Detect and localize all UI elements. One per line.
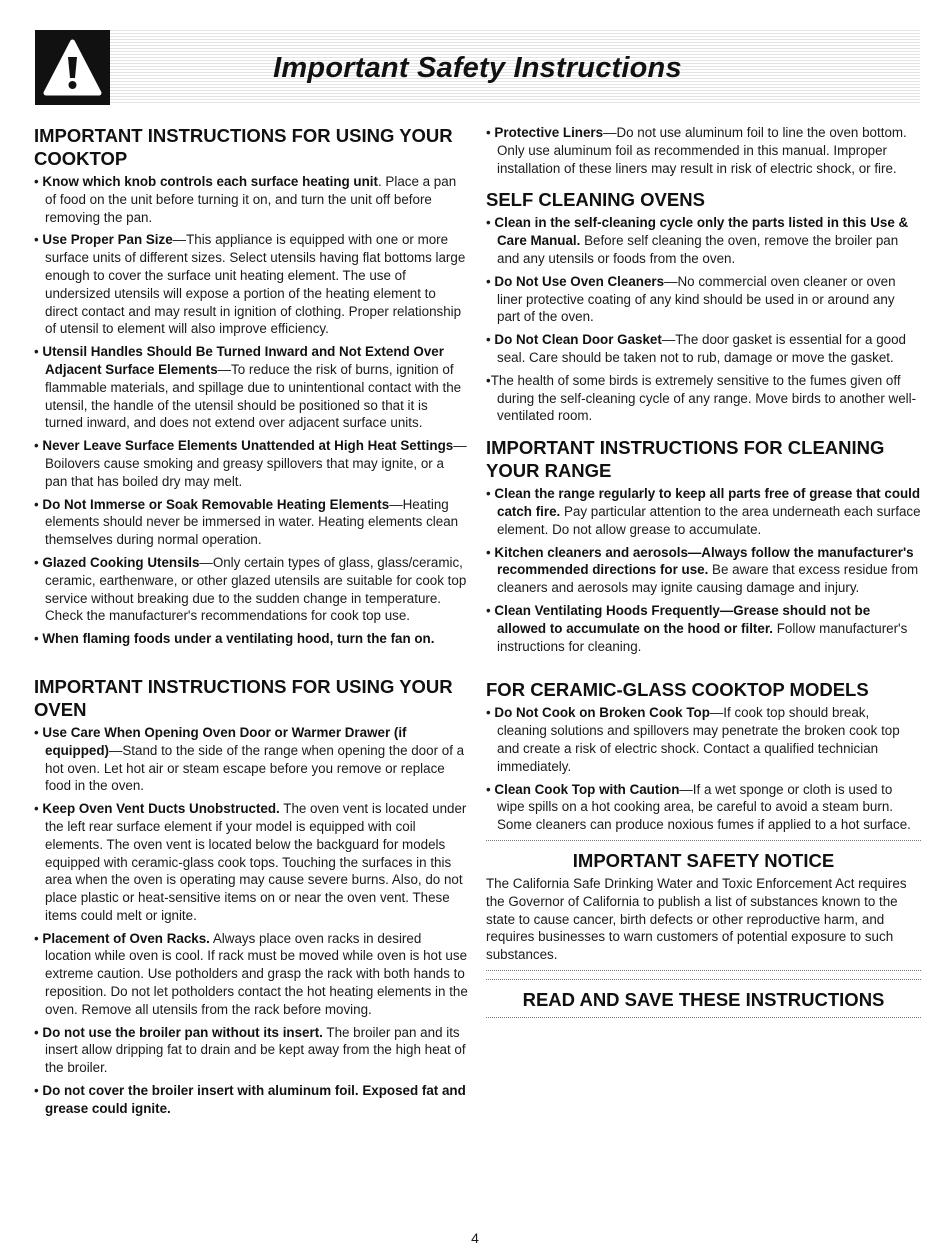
list-item: • Clean the range regularly to keep all parts free of grease that could catch fire. Pay particular attention to the area underneath each surface element. Do not allow grease to accumulate. <box>486 486 921 537</box>
list-item: • Use Care When Opening Oven Door or Warmer Drawer (if equipped)—Stand to the side of the range when opening the door of a hot oven. Let hot air or steam escape before you remove or replace food in the oven. <box>34 724 465 794</box>
cleaning-heading: IMPORTANT INSTRUCTIONS FOR CLEANING YOUR RANGE <box>486 437 885 482</box>
page-title: Important Safety Instructions <box>273 52 682 84</box>
divider <box>486 970 921 971</box>
list-item: • Clean Ventilating Hoods Frequently—Grease should not be allowed to accumulate on the hood or filter. Follow manufacturer's instructions for cleaning. <box>486 602 908 654</box>
cleaning-list <box>486 485 921 655</box>
divider <box>486 979 921 980</box>
page-header <box>35 30 920 105</box>
list-item: • Do not use the broiler pan without its insert. The broiler pan and its insert allow dripping fat to drain and be kept away from the high heat of the broiler. <box>34 1024 466 1076</box>
divider <box>486 1017 921 1018</box>
notice-text: The California Safe Drinking Water and Toxic Enforcement Act requires the Governor of California to publish a list of substances known to the state to cause cancer, birth defects or other reproductive harm, and requires businesses to warn customers of potential exposure to such substances. <box>486 875 907 963</box>
left-column <box>34 124 468 1123</box>
birds-note: •The health of some birds is extremely sensitive to the fumes given off during the self-cleaning cycle of any range. Move birds to another well-ventilated room. <box>486 372 917 424</box>
ceramic-heading: FOR CERAMIC-GLASS COOKTOP MODELS <box>486 679 869 701</box>
list-item: • Do Not Immerse or Soak Removable Heating Elements—Heating elements should never be immersed in water. Heating elements clean themselves during normal operation. <box>34 496 459 548</box>
list-item: • Know which knob controls each surface heating unit. Place a pan of food on the unit before turning it on, and turn the unit off before removing the pan. <box>34 174 457 225</box>
list-item: • Kitchen cleaners and aerosols—Always follow the manufacturer's recommended directions for use. Be aware that excess residue from cleaners and aerosols may ignite causing damage and injury. <box>486 544 919 596</box>
cooktop-heading: IMPORTANT INSTRUCTIONS FOR USING YOUR COOKTOP <box>34 125 453 169</box>
oven-list <box>34 724 468 1118</box>
list-item: • Keep Oven Vent Ducts Unobstructed. The oven vent is located under the left rear surface element if your model is equipped with coil elements. The oven vent is located below the backguard for models equipped with ceramic-glass cook tops. Touching the surfaces in this area when the oven is operating may cause severe burns. Also, do not place plastic or heat-sensitive items on or near the oven vent. These items could melt or ignite. <box>34 801 467 923</box>
list-item: • Protective Liners—Do not use aluminum foil to line the oven bottom. Only use aluminum foil as recommended in this manual. Improper installation of these liners may result in risk of electric shock, or fire. <box>486 125 907 176</box>
cooktop-list <box>34 173 468 648</box>
list-item: • When flaming foods under a ventilating hood, turn the fan on. <box>34 631 435 647</box>
list-item: • Placement of Oven Racks. Always place oven racks in desired location while oven is cool. If rack must be moved while oven is hot use extreme caution. Use potholders and grasp the rack with both hands to reposition. Do not let potholders contact the hot heating elements in the oven. Remove all utensils from the rack before moving. <box>34 930 468 1017</box>
list-item: • Do Not Clean Door Gasket—The door gasket is essential for a good seal. Care should be taken not to rub, damage or move the gasket. <box>486 332 906 365</box>
list-item: • Use Proper Pan Size—This appliance is equipped with one or more surface units of different sizes. Select utensils having flat bottoms large enough to cover the surface unit heating element. The use of undersized utensils will expose a portion of the heating element to direct contact and may result in ignition of clothing. Proper relationship of utensil to element will also improve efficiency. <box>34 232 466 337</box>
oven-heading: IMPORTANT INSTRUCTIONS FOR USING YOUR OVEN <box>34 675 453 720</box>
read-and-save-heading: READ AND SAVE THESE INSTRUCTIONS <box>522 988 885 1010</box>
list-item: • Clean Cook Top with Caution—If a wet sponge or cloth is used to wipe spills on a hot cooking area, be careful to avoid a steam burn. Some cleaners can produce noxious fumes if applied to a hot surface. <box>486 781 911 833</box>
list-item: • Do Not Cook on Broken Cook Top—If cook top should break, cleaning solutions and spillovers may penetrate the broken cook top and create a risk of electric shock. Contact a qualified technician immediately. <box>486 705 900 774</box>
list-item: • Do not cover the broiler insert with aluminum foil. Exposed fat and grease could ignite. <box>34 1083 466 1116</box>
self-cleaning-heading: SELF CLEANING OVENS <box>486 189 705 211</box>
notice-heading: IMPORTANT SAFETY NOTICE <box>572 849 835 871</box>
list-item: • Do Not Use Oven Cleaners—No commercial oven cleaner or oven liner protective coating of any kind should be used in or around any part of the oven. <box>486 273 896 325</box>
divider <box>486 840 921 841</box>
ceramic-list <box>486 704 921 834</box>
right-column <box>486 124 921 1026</box>
list-item: • Glazed Cooking Utensils—Only certain types of glass, glass/ceramic, ceramic, earthenware, or other glazed utensils are suitable for cook top service without breaking due to the sudden change in temperature. Check the manufacturer's recommendations for cook top use. <box>34 554 467 624</box>
page-number: 4 <box>471 1230 479 1246</box>
list-item: • Clean in the self-cleaning cycle only the parts listed in this Use & Care Manual. Before self cleaning the oven, remove the broiler pan and any utensils or foods from the oven. <box>486 215 909 266</box>
self-cleaning-list <box>486 214 921 425</box>
list-item: • Utensil Handles Should Be Turned Inward and Not Extend Over Adjacent Surface Elements—To reduce the risk of burns, ignition of flammable materials, and spillage due to unintentional contact with the utensil, the handle of the utensil should be positioned so that it is turned inward, and does not extend over adjacent surface units. <box>34 344 462 431</box>
list-item: • Never Leave Surface Elements Unattended at High Heat Settings—Boilovers cause smoking and greasy spillovers that may ignite, or a pan that has boiled dry may melt. <box>34 438 467 489</box>
